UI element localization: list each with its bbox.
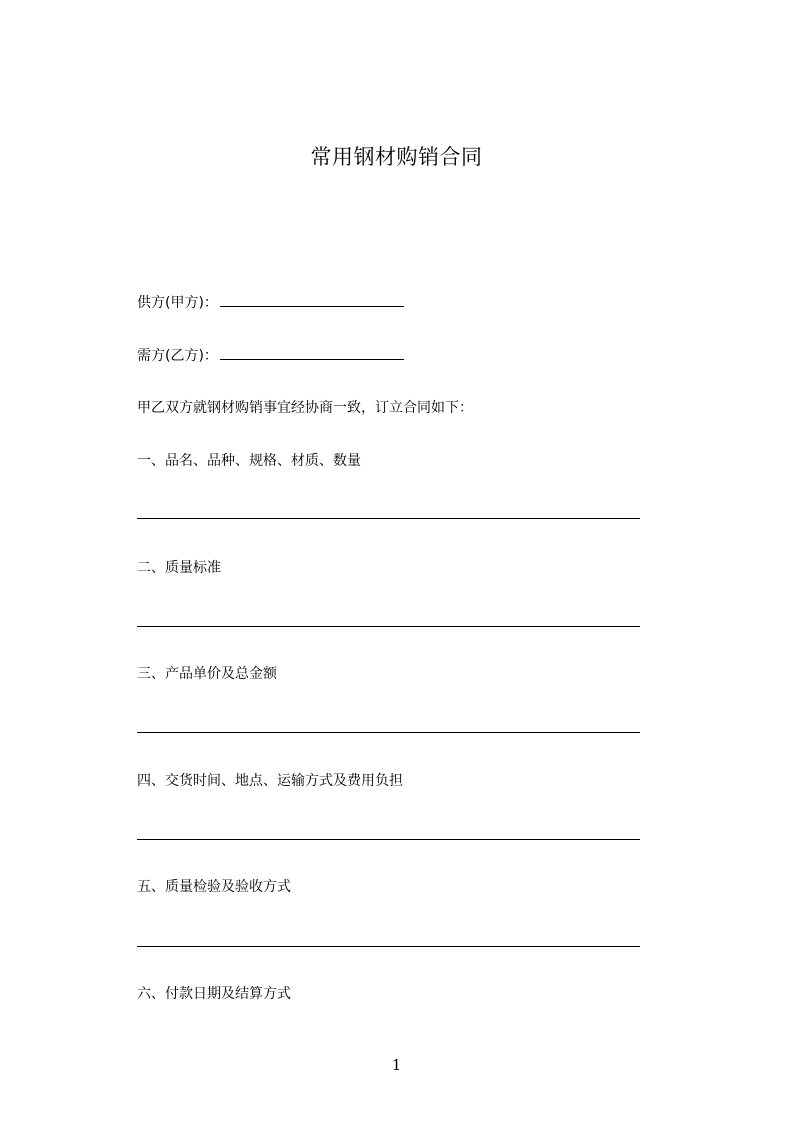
section-heading-1: 一、品名、品种、规格、材质、数量 xyxy=(137,453,361,469)
section-2-blank-line xyxy=(137,626,640,627)
section-heading-2: 二、质量标准 xyxy=(137,560,221,576)
section-4-blank-line xyxy=(137,839,640,840)
section-1-blank-line xyxy=(137,518,640,519)
buyer-label: 需方(乙方)： xyxy=(137,348,218,364)
supplier-blank xyxy=(220,292,404,307)
page-number: 1 xyxy=(391,1056,402,1074)
document-title: 常用钢材购销合同 xyxy=(310,145,483,169)
section-heading-4: 四、交货时间、地点、运输方式及费用负担 xyxy=(137,773,403,789)
section-5-blank-line xyxy=(137,946,640,947)
supplier-line xyxy=(137,292,404,312)
buyer-blank xyxy=(220,345,404,360)
section-heading-6: 六、付款日期及结算方式 xyxy=(137,986,291,1002)
supplier-label: 供方(甲方)： xyxy=(137,295,218,311)
intro-text: 甲乙双方就钢材购销事宜经协商一致，订立合同如下： xyxy=(137,400,473,416)
buyer-line xyxy=(137,345,404,365)
section-heading-3: 三、产品单价及总金额 xyxy=(137,666,277,682)
section-3-blank-line xyxy=(137,732,640,733)
section-heading-5: 五、质量检验及验收方式 xyxy=(137,879,291,895)
